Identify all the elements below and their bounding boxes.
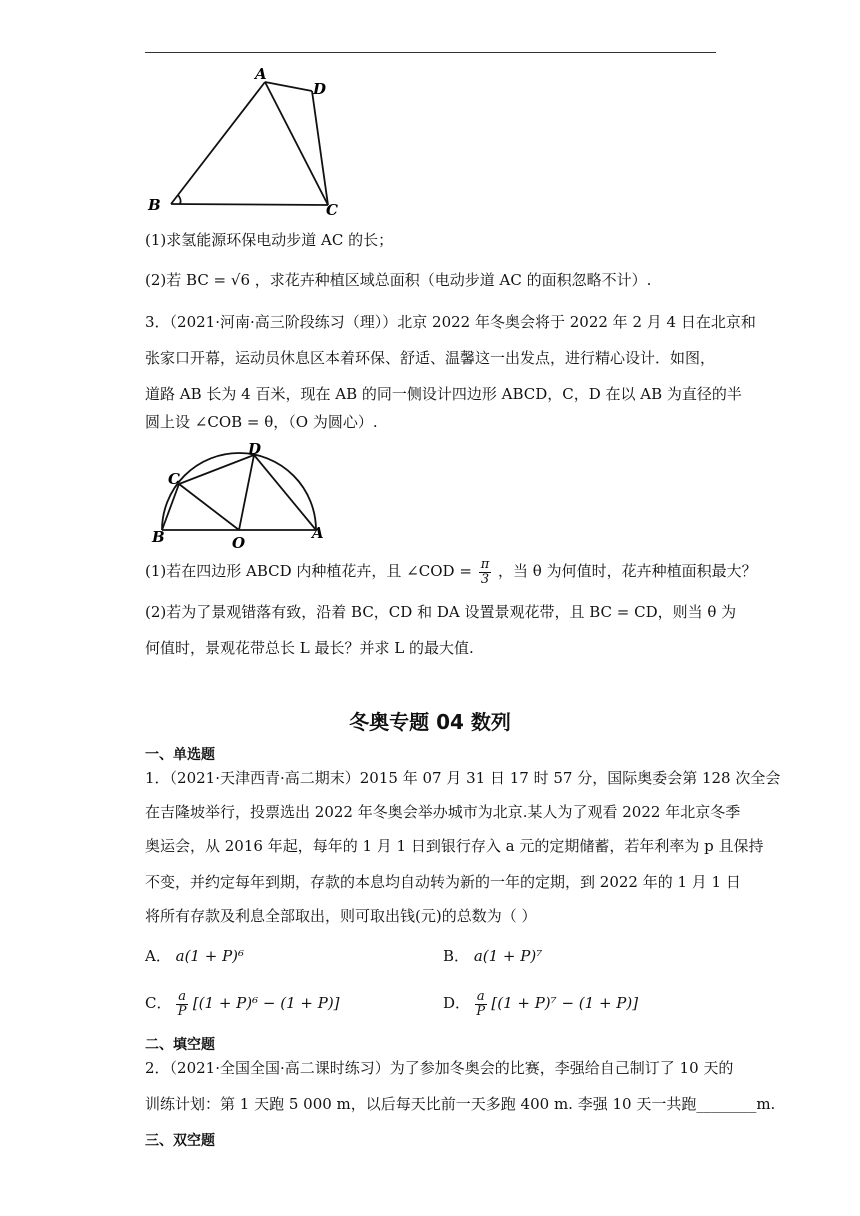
- s1q1-line2: 在吉隆坡举行，投票选出 2022 年冬奥会举办城市为北京.某人为了观看 2022 年北京冬季: [145, 803, 741, 821]
- s1q1-line5: 将所有存款及利息全部取出，则可取出钱(元)的总数为（ ）: [145, 907, 537, 925]
- label-o: O: [232, 534, 246, 550]
- figure-semicircle-abcd: [148, 440, 338, 550]
- q2-part1: (1)求氢能源环保电动步道 AC 的长；: [145, 231, 394, 249]
- frac-num: a: [178, 988, 187, 1004]
- heading-fill-blank: 二、填空题: [145, 1037, 215, 1053]
- q3-line4: 圆上设 ∠COB = θ，（O 为圆心）.: [145, 413, 378, 431]
- option-b-label: B．: [443, 947, 470, 965]
- label-d: D: [248, 440, 262, 458]
- option-c-text: [(1 + P)⁶ − (1 + P)]: [192, 994, 340, 1012]
- option-b-text: a(1 + P)⁷: [473, 947, 543, 965]
- option-c[interactable]: [145, 988, 340, 1019]
- frac-den: 3: [480, 571, 490, 587]
- label-b: B: [152, 528, 165, 546]
- s1q1-line3: 奥运会，从 2016 年起，每年的 1 月 1 日到银行存入 a 元的定期储蓄，若年利率为 p 且保持: [145, 837, 764, 855]
- heading-single-choice: 一、单选题: [145, 747, 215, 763]
- option-b[interactable]: [443, 946, 542, 966]
- q3-part1-pre: (1)若在四边形 ABCD 内种植花卉，且 ∠COD =: [145, 562, 472, 580]
- option-d-text: [(1 + P)⁷ − (1 + P)]: [491, 994, 639, 1012]
- s1q1-line4: 不变，并约定每年到期，存款的本息均自动转为新的一年的定期，到 2022 年的 1 月 1 日: [145, 873, 741, 891]
- frac-num: π: [480, 556, 490, 572]
- section-title: 冬奥专题 04 数列: [349, 710, 511, 734]
- option-c-frac: [176, 990, 188, 1019]
- option-a[interactable]: [145, 946, 244, 966]
- option-a-text: a(1 + P)⁶: [175, 947, 245, 965]
- q3-part1: [145, 556, 757, 587]
- q3-part2-line2: 何值时，景观花带总长 L 最长？并求 L 的最大值.: [145, 639, 474, 657]
- option-d-label: D．: [443, 994, 471, 1012]
- option-d-frac: [475, 990, 487, 1019]
- label-a: A: [255, 65, 267, 83]
- q3-line2: 张家口开幕，运动员休息区本着环保、舒适、温馨这一出发点，进行精心设计．如图，: [145, 349, 716, 367]
- option-a-label: A．: [145, 947, 171, 965]
- q3-part1-post: ，当 θ 为何值时，花卉种植面积最大？: [498, 562, 757, 580]
- figure-quadrilateral-abcd: [140, 64, 350, 219]
- label-c: C: [168, 470, 180, 488]
- frac-num: a: [476, 988, 485, 1004]
- q3-part2-line1: (2)若为了景观错落有致，沿着 BC，CD 和 DA 设置景观花带，且 BC = CD，则当 θ 为: [145, 603, 737, 621]
- header-rule: [145, 52, 716, 53]
- q3-line1: 3．（2021·河南·高三阶段练习（理））北京 2022 年冬奥会将于 2022 年 2 月 4 日在北京和: [145, 313, 756, 331]
- q2-part2: (2)若 BC = √6 ，求花卉种植区域总面积（电动步道 AC 的面积忽略不计）.: [145, 271, 652, 289]
- label-b: B: [148, 196, 161, 214]
- frac-den: P: [476, 1003, 486, 1019]
- label-c: C: [326, 201, 338, 219]
- s2q2-line1: 2．（2021·全国全国·高二课时练习）为了参加冬奥会的比赛，李强给自己制订了 10 天的: [145, 1059, 734, 1077]
- option-d[interactable]: [443, 988, 638, 1019]
- option-c-label: C．: [145, 994, 172, 1012]
- label-d: D: [313, 80, 327, 98]
- heading-double-blank: 三、双空题: [145, 1133, 215, 1149]
- s2q2-line2: 训练计划：第 1 天跑 5 000 m，以后每天比前一天多跑 400 m. 李强 10 天一共跑________m.: [145, 1095, 776, 1113]
- q3-part1-frac: [479, 558, 492, 587]
- frac-den: P: [177, 1003, 187, 1019]
- label-a: A: [312, 524, 324, 542]
- q3-line3: 道路 AB 长为 4 百米，现在 AB 的同一侧设计四边形 ABCD，C，D 在以 AB 为直径的半: [145, 385, 742, 403]
- s1q1-line1: 1．（2021·天津西青·高二期末）2015 年 07 月 31 日 17 时 57 分，国际奥委会第 128 次全会: [145, 769, 781, 787]
